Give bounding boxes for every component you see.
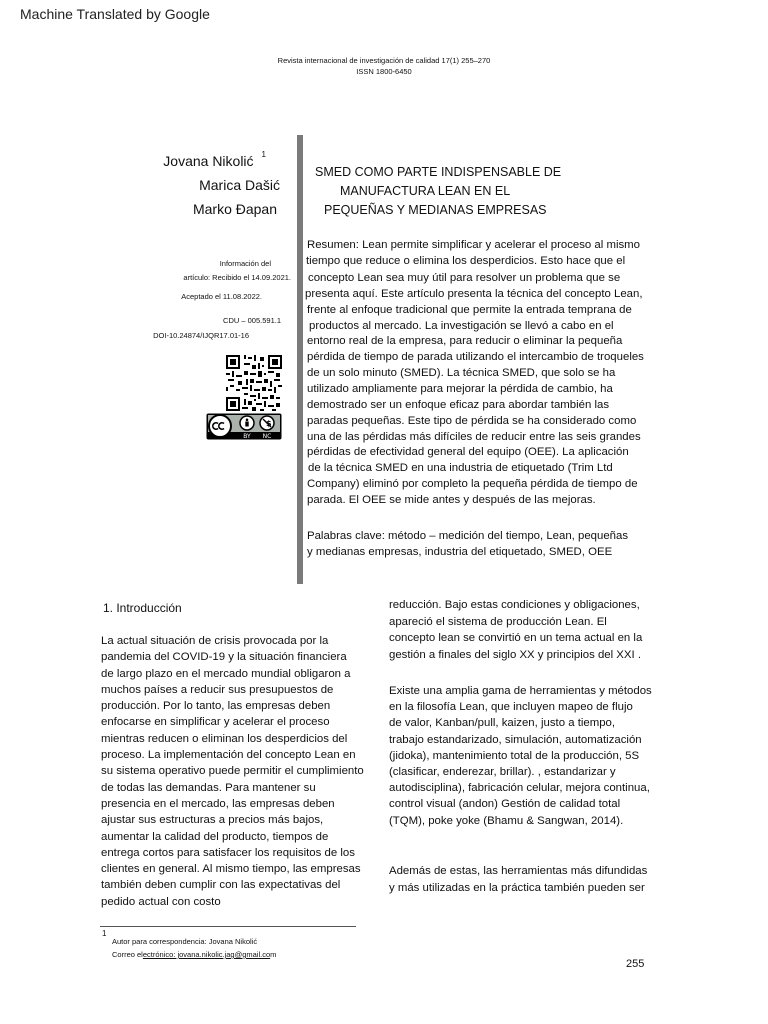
body-line: pedido actual con costo [101, 895, 221, 908]
abstract-line: presenta aquí. Este artículo presenta la técnica del concepto Lean, [305, 288, 643, 300]
body-line: aumentar la calidad del producto, tiempos de [101, 830, 329, 843]
article-title-line-1: SMED COMO PARTE INDISPENSABLE DE [315, 165, 562, 179]
body-line: enfocarse en simplificar y acelerar el proceso [101, 716, 330, 729]
vertical-divider-bar [297, 135, 303, 584]
article-title-line-2: MANUFACTURA LEAN EN EL [340, 184, 511, 198]
body-line: Existe una amplia gama de herramientas y métodos [389, 685, 652, 697]
abstract-line: paradas pequeñas. Este tipo de pérdida se ha considerado como [307, 415, 637, 427]
body-line: trabajo estandarizado, simulación, automatización [389, 733, 642, 746]
body-line: producción. Por lo tanto, las empresas deben [101, 700, 331, 713]
journal-citation: Revista internacional de investigación de calidad 17(1) 255–270 [277, 56, 491, 65]
abstract-line: pérdida de tiempo de parada utilizando el intercambio de troqueles [307, 351, 644, 363]
body-line: de valor, Kanban/pull, kaizen, justo a tiempo, [389, 717, 616, 730]
body-line: en la filosofía Lean, que incluyen mapeo de flujo [389, 701, 633, 714]
cc-nc-label: NC [262, 433, 272, 440]
body-line: gestión a finales del siglo XX y principios del XXI . [389, 648, 641, 661]
body-line: y más utilizadas en la práctica también pueden ser [389, 881, 645, 894]
left-column [101, 633, 364, 910]
body-line: Además de estas, las herramientas más difundidas [389, 865, 648, 877]
qr-code [226, 355, 282, 411]
article-received: artículo: Recibido el 14.09.2021. [183, 273, 291, 282]
abstract-line: demostrado ser un enfoque eficaz para abordar también las [307, 399, 610, 411]
svg-text:$: $ [266, 419, 272, 428]
body-line: reducción. Bajo estas condiciones y obligaciones, [389, 599, 640, 611]
body-line: La actual situación de crisis provocada por la [101, 635, 329, 647]
body-line: autodisciplina), fabricación celular, mejora continua, [389, 782, 650, 795]
body-line: su sistema operativo puede permitir el cumplimiento [101, 765, 364, 778]
body-line: de largo plazo en el mercado mundial obligaron a [101, 667, 351, 680]
body-line: proceso. La implementación del concepto Lean en [101, 749, 356, 762]
body-line: (clasificar, enderezar, brillar). , estandarizar y [389, 766, 616, 779]
author-1: Jovana Nikolić $^1$ [163, 150, 266, 169]
abstract-line: entorno real de la empresa, para reducir o eliminar la pequeña [307, 335, 623, 347]
keywords-line: y medianas empresas, industria del etiquetado, SMED, OEE [307, 546, 613, 558]
abstract-line: una de las pérdidas más difíciles de reducir entre las seis grandes [307, 431, 641, 443]
article-title-line-3: PEQUEÑAS Y MEDIANAS EMPRESAS [324, 203, 547, 217]
cc-by-label: BY [243, 433, 251, 440]
abstract-line: parada. El OEE se mide antes y después de las mejoras. [307, 494, 596, 506]
abstract-line: de la técnica SMED en una industria de etiquetado (Trim Ltd [308, 462, 613, 474]
abstract-line: concepto Lean sea muy útil para resolver un problema que se [308, 272, 621, 284]
footnote-mark: 1 [102, 929, 107, 938]
abstract-line: frente al enfoque tradicional que permite la entrada temprana de [307, 304, 632, 316]
journal-issn: ISSN 1800-6450 [356, 67, 412, 76]
footnote-author: Autor para correspondencia: Jovana Nikolić [112, 937, 258, 946]
abstract-line: Company) eliminó por completo la pequeña pérdida de tiempo de [307, 478, 638, 490]
article-doi: DOI-10.24874/IJQR17.01-16 [153, 331, 249, 340]
keywords-line: Palabras clave: método – medición del tiempo, Lean, pequeñas [307, 530, 629, 542]
author-3: Marko Đapan [192, 201, 277, 217]
body-line: mientras reducen o eliminan los desperdicios del [101, 732, 348, 745]
abstract-line: tiempo que reduce o elimina los desperdicios. Esto hace que el [306, 255, 626, 267]
footnote-rule [100, 926, 356, 927]
article-info-label: Información del [219, 259, 271, 268]
abstract-line: de un solo minuto (SMED). La técnica SMED, que solo se ha [307, 367, 616, 379]
body-line: de todas las demandas. Para mantener su [101, 781, 316, 794]
machine-translation-banner: Machine Translated by Google [20, 6, 210, 22]
body-line: entrega cortos para satisfacer los requisitos de los [101, 846, 355, 859]
section-heading: 1. Introducción [103, 601, 182, 615]
abstract-line: Resumen: Lean permite simplificar y acelerar el proceso al mismo [307, 239, 640, 251]
body-line: pandemia del COVID-19 y la situación financiera [101, 651, 347, 664]
body-line: control visual (andon) Gestión de calidad total [389, 798, 621, 811]
article-accepted: Aceptado el 11.08.2022. [181, 292, 262, 301]
article-cdu: CDU – 005.591.1 [223, 316, 281, 325]
body-line: (TQM), poke yoke (Bhamu & Sangwan, 2014). [389, 814, 624, 827]
email-link[interactable]: ectrónico: jovana.nikolic.jag@gmail.co [142, 950, 271, 959]
body-line: ajustar sus estructuras a precios más bajos, [101, 814, 324, 827]
body-line: (jidoka), mantenimiento total de la producción, 5S [389, 749, 640, 762]
cc-by-nc-license-icon [206, 413, 282, 440]
author-2: Marica Dašić [199, 177, 280, 193]
body-line: clientes en general. Al mismo tiempo, las empresas [101, 863, 361, 876]
footnote-email: Correo electrónico: jovana.nikolic.jag@gmail.com [112, 950, 277, 959]
right-column-paragraph-1 [389, 597, 642, 663]
body-line: apareció el sistema de producción Lean. El [389, 615, 607, 628]
abstract-line: pérdidas de efectividad general del equipo (OEE). La aplicación [307, 446, 629, 458]
body-line: presencia en el mercado, las empresas deben [101, 797, 335, 810]
abstract-line: productos al mercado. La investigación se llevó a cabo en el [309, 320, 614, 332]
body-line: concepto lean se convirtió en un tema actual en la [389, 632, 643, 644]
body-line: muchos países a reducir sus presupuestos de [101, 683, 334, 696]
body-line: también deben cumplir con las expectativas del [101, 879, 341, 892]
right-column-paragraph-3 [389, 863, 647, 896]
right-column-paragraph-2 [389, 683, 652, 829]
abstract-line: utilizado ampliamente para mejorar la pérdida de cambio, ha [307, 383, 613, 395]
page-number: 255 [626, 958, 645, 970]
